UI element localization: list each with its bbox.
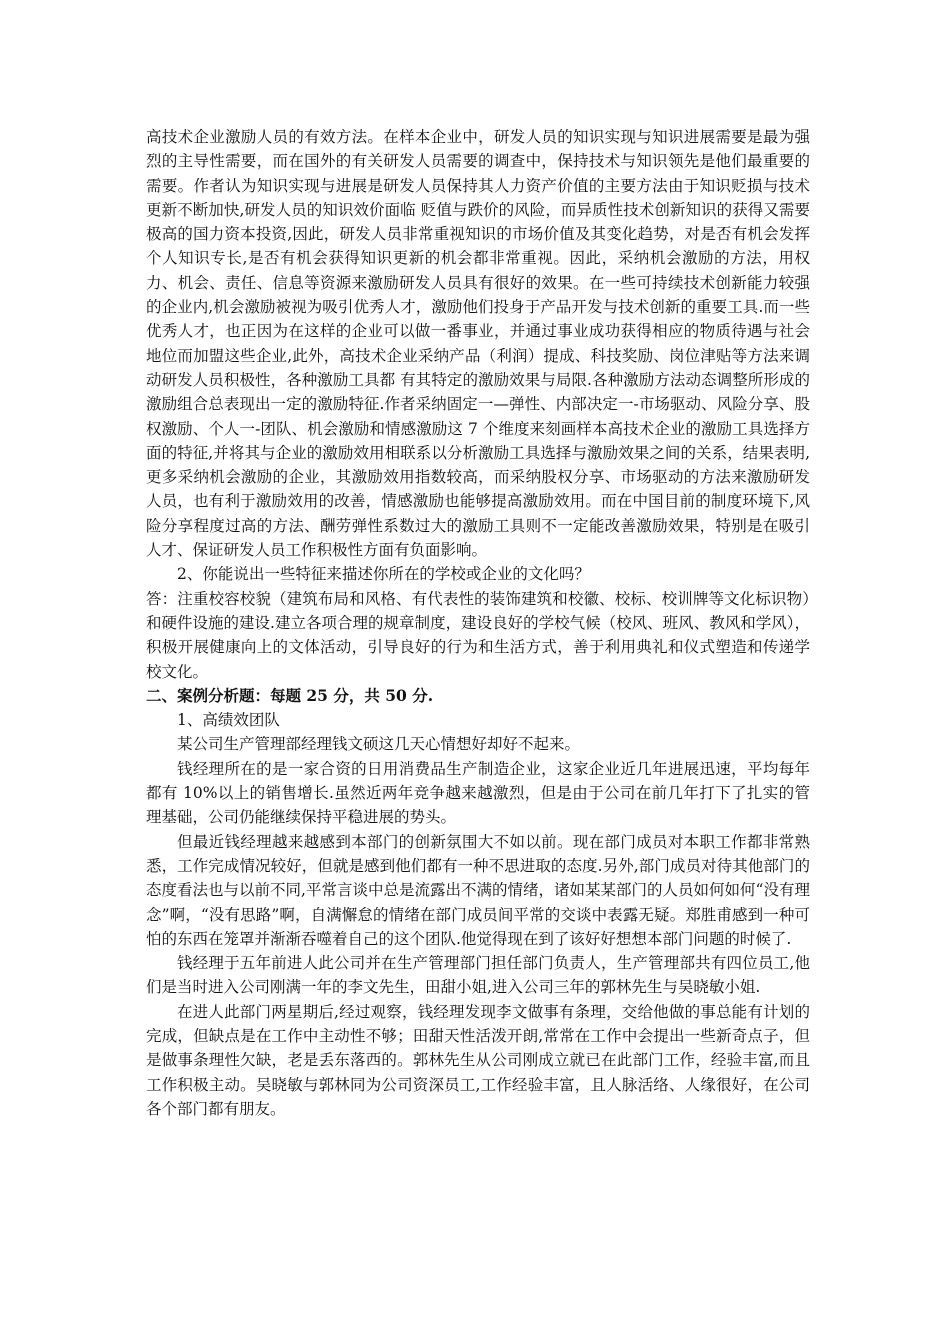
document-page	[146, 125, 810, 1121]
body-paragraph: 高技术企业激励人员的有效方法。在样本企业中，研发人员的知识实现与知识进展需要是最为强烈的主导性需要，而在国外的有关研发人员需要的调查中，保持技术与知识领先是他们最重要的需要。作者认为知识实现与进展是研发人员保持其人力资产价值的主要方法由于知识贬损与技术更新不断加快,研发人员的知识效价面临 贬值与跌价的风险，而异质性技术创新知识的获得又需要极高的国力资本投资,因此，研发人员非常重视知识的市场价值及其变化趋势，对是否有机会发挥个人知识专长,是否有机会获得知识更新的机会都非常重视。因此，采纳机会激励的方法，用权力、机会、责任、信息等资源来激励研发人员具有很好的效果。在一些可持续技术创新能力较强的企业内,机会激励被视为吸引优秀人才，激励他们投身于产品开发与技术创新的重要工具.而一些优秀人才，也正因为在这样的企业可以做一番事业，并通过事业成功获得相应的物质待遇与社会地位而加盟这些企业,此外，高技术企业采纳产品（利润）提成、科技奖励、岗位津贴等方法来调动研发人员积极性，各种激励工具都 有其特定的激励效果与局限.各种激励方法动态调整所形成的激励组合总表现出一定的激励特征.作者采纳固定一—弹性、内部决定一-市场驱动、风险分享、股权激励、个人一-团队、机会激励和情感激励这 7 个维度来刻画样本高技术企业的激励工具选择方面的特征,并将其与企业的激励效用相联系以分析激励工具选择与激励效果之间的关系，结果表明,更多采纳机会激励的企业，其激励效用指数较高，而采纳股权分享、市场驱动的方法来激励研发人员，也有利于激励效用的改善，情感激励也能够提高激励效用。而在中国目前的制度环境下,风险分享程度过高的方法、酬劳弹性系数过大的激励工具则不一定能改善激励效果，特别是在吸引人才、保证研发人员工作积极性方面有负面影响。	[146, 128, 810, 560]
body-paragraph: 钱经理所在的是一家合资的日用消费品生产制造企业，这家企业近几年进展迅速，平均每年都有 10%以上的销售增长.虽然近两年竞争越来越激烈，但是由于公司在前几年打下了扎实的管理基础，公司仍能继续保持平稳进展的势头。	[146, 759, 810, 827]
answer-paragraph: 答：注重校容校貌（建筑布局和风格、有代表性的装饰建筑和校徽、校标、校训牌等文化标识物）和硬件设施的建设.建立各项合理的规章制度，建设良好的学校气候（校风、班风、教风和学风），积极开展健康向上的文体活动，引导良好的行为和生活方式，善于利用典礼和仪式塑造和传递学校文化。	[146, 589, 810, 681]
body-paragraph: 某公司生产管理部经理钱文硕这几天心情想好却好不起来。	[177, 735, 581, 754]
question-2-line: 2、你能说出一些特征来描述你所在的学校或企业的文化吗？	[177, 565, 590, 584]
section-heading: 二、案例分析题：每题 25 分，共 50 分.	[146, 685, 434, 705]
body-paragraph: 但最近钱经理越来越感到本部门的创新氛围大不如以前。现在部门成员对本职工作都非常熟悉，工作完成情况较好，但就是感到他们都有一种不思进取的态度.另外,部门成员对待其他部门的态度看法也与以前不同,平常言谈中总是流露出不满的情绪，诸如某某部门的人员如何如何“没有理念”啊，“没有思路”啊，自满懈怠的情绪在部门成员间平常的交谈中表露无疑。郑胜甫感到一种可怕的东西在笼罩并渐渐吞噬着自己的这个团队.他觉得现在到了该好好想想本部门问题的时候了.	[146, 832, 810, 948]
case-title: 1、高绩效团队	[177, 711, 280, 730]
body-paragraph: 钱经理于五年前进人此公司并在生产管理部门担任部门负责人，生产管理部共有四位员工,他们是当时进入公司刚满一年的李文先生，田甜小姐,进入公司三年的郭林先生与吴晓敏小姐.	[146, 954, 810, 997]
body-paragraph: 在进人此部门两星期后,经过观察，钱经理发现李文做事有条理，交给他做的事总能有计划的完成，但缺点是在工作中主动性不够；田甜天性活泼开朗,常常在工作中会提出一些新奇点子，但是做事条理性欠缺，老是丢东落西的。郭林先生从公司刚成立就已在此部门工作，经验丰富,而且工作积极主动。吴晓敏与郭林同为公司资深员工,工作经验丰富，且人脉活络、人缘很好，在公司各个部门都有朋友。	[146, 1002, 810, 1118]
